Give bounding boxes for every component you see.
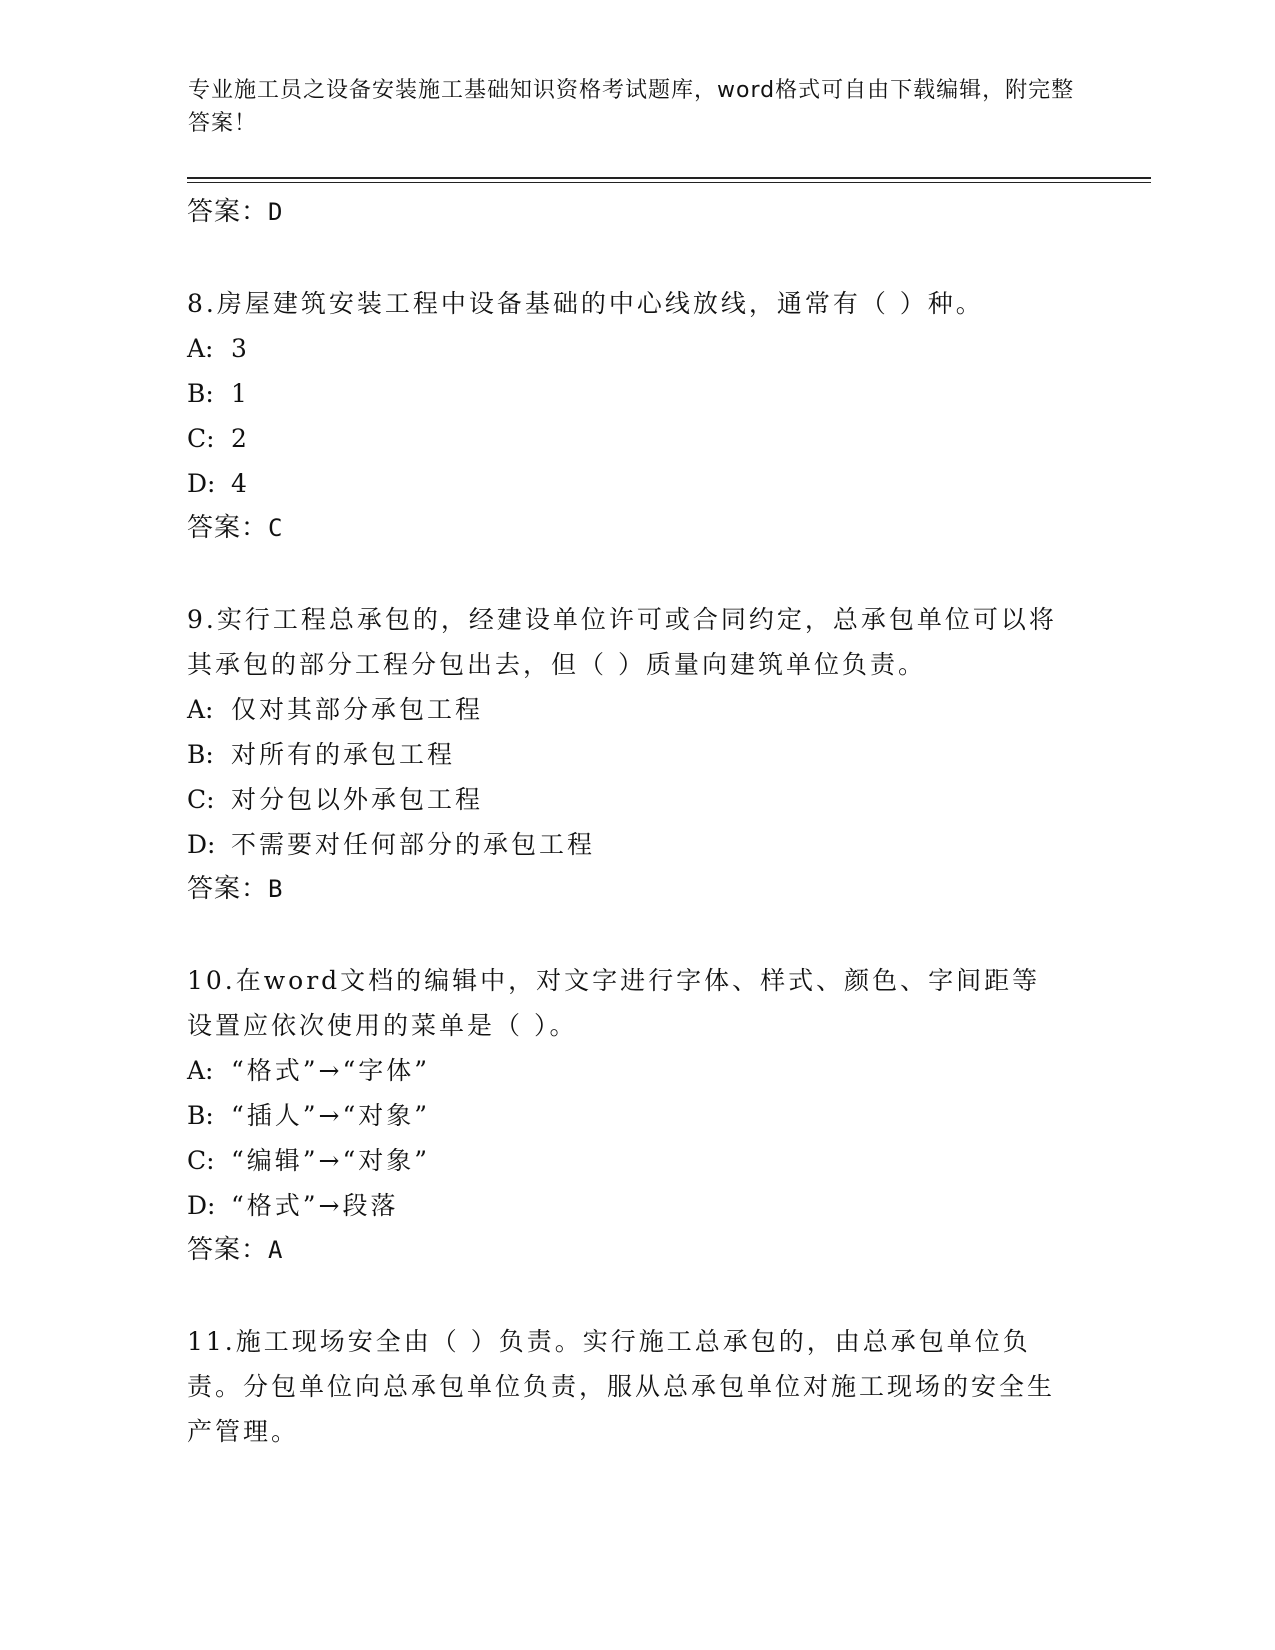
answer-label: 答案：	[187, 197, 269, 227]
answer-value: C	[268, 514, 284, 542]
option-text: “格式”→段落	[231, 1191, 399, 1220]
option-a	[187, 326, 1067, 371]
answer-label: 答案：	[187, 874, 269, 904]
header-rule-thick	[187, 177, 1151, 179]
question-list	[187, 190, 1067, 1454]
question-8: 8.房屋建筑安装工程中设备基础的中心线放线，通常有（ ）种。	[187, 289, 984, 318]
page-header: 专业施工员之设备安装施工基础知识资格考试题库，word格式可自由下载编辑，附完整答案！	[188, 78, 1075, 136]
option-letter: B:	[187, 740, 214, 769]
option-text: 4	[231, 469, 250, 498]
option-text: “编辑”→“对象”	[231, 1146, 431, 1175]
spacer	[187, 551, 1067, 597]
spacer	[187, 1273, 1067, 1319]
option-text: 仅对其部分承包工程	[231, 695, 484, 724]
option-letter: A:	[187, 334, 214, 363]
answer-value: B	[268, 875, 284, 903]
option-b	[187, 1093, 1067, 1138]
option-text: 对分包以外承包工程	[231, 785, 484, 814]
answer-line	[187, 867, 1067, 912]
option-text: 3	[231, 334, 250, 363]
answer-line	[187, 1228, 1067, 1273]
header-rule-thin	[187, 182, 1151, 183]
answer-label: 答案：	[187, 513, 269, 543]
answer-line	[187, 190, 1067, 235]
option-letter: B:	[187, 1101, 214, 1130]
spacer	[187, 235, 1067, 281]
option-c	[187, 416, 1067, 461]
option-b	[187, 732, 1067, 777]
option-letter: C:	[187, 785, 215, 814]
option-text: “插人”→“对象”	[231, 1101, 431, 1130]
option-text: 对所有的承包工程	[231, 740, 456, 769]
option-text: 1	[231, 379, 250, 408]
option-d	[187, 1183, 1067, 1228]
question-9: 9.实行工程总承包的，经建设单位许可或合同约定，总承包单位可以将其承包的部分工程分包出去，但（ ）质量向建筑单位负责。	[187, 605, 1057, 679]
option-letter: C:	[187, 1146, 215, 1175]
option-letter: A:	[187, 695, 214, 724]
option-letter: B:	[187, 379, 214, 408]
option-a	[187, 687, 1067, 732]
answer-value: A	[268, 1236, 284, 1264]
option-a	[187, 1048, 1067, 1093]
option-d	[187, 461, 1067, 506]
option-text: 2	[231, 424, 250, 453]
spacer	[187, 912, 1067, 958]
option-letter: D:	[187, 1191, 216, 1220]
option-c	[187, 1138, 1067, 1183]
answer-value: D	[268, 198, 284, 226]
question-11: 11.施工现场安全由（ ）负责。实行施工总承包的，由总承包单位负责。分包单位向总承包单位负责，服从总承包单位对施工现场的安全生产管理。	[187, 1327, 1056, 1446]
option-letter: C:	[187, 424, 215, 453]
option-d	[187, 822, 1067, 867]
answer-label: 答案：	[187, 1235, 269, 1265]
option-c	[187, 777, 1067, 822]
option-text: “格式”→“字体”	[231, 1056, 431, 1085]
answer-line	[187, 506, 1067, 551]
option-b	[187, 371, 1067, 416]
option-letter: D:	[187, 469, 216, 498]
option-text: 不需要对任何部分的承包工程	[231, 830, 596, 859]
option-letter: D:	[187, 830, 216, 859]
option-letter: A:	[187, 1056, 214, 1085]
question-10: 10.在word文档的编辑中，对文字进行字体、样式、颜色、字间距等设置应依次使用的菜单是（ ）。	[187, 966, 1041, 1040]
